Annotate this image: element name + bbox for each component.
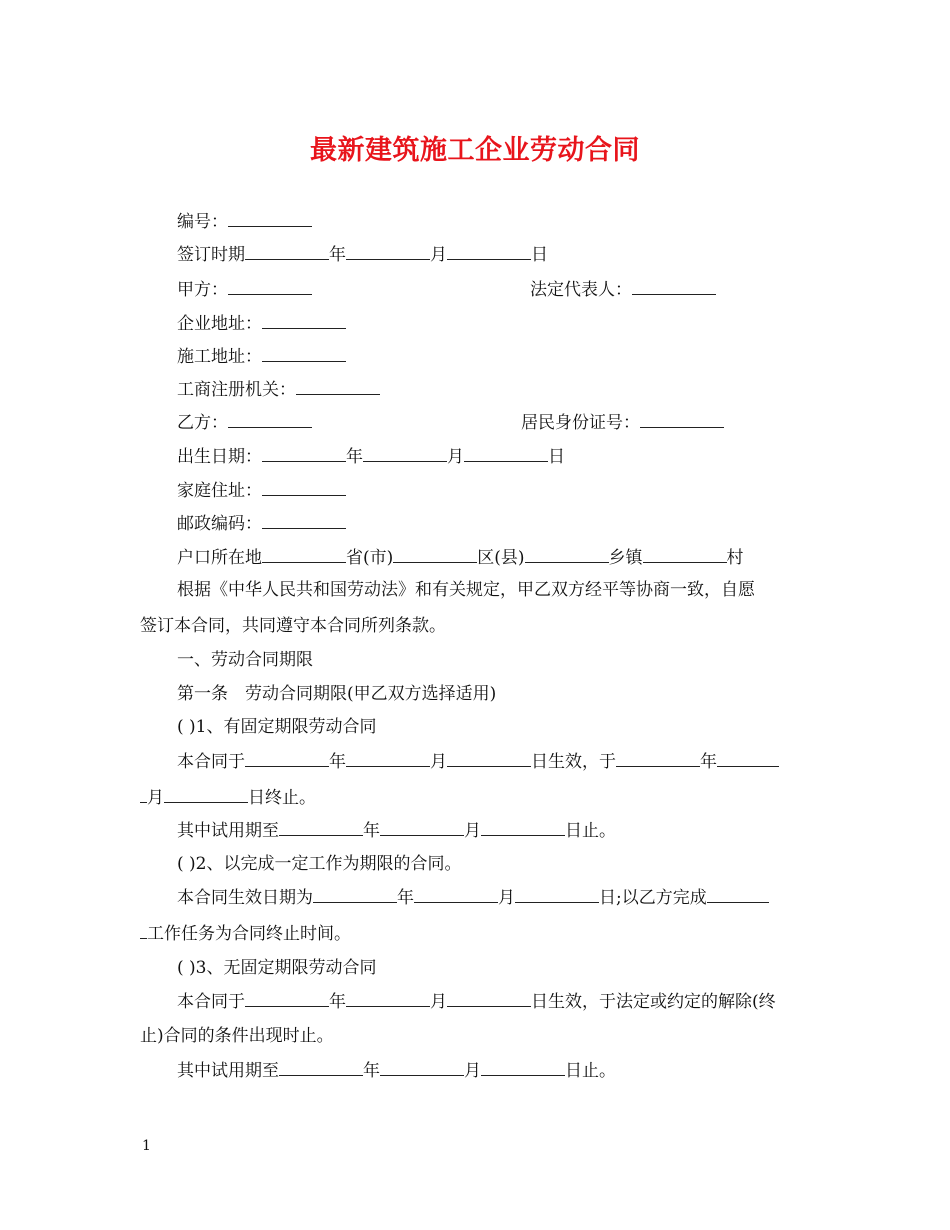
blank-field[interactable] xyxy=(717,750,779,767)
label: 居民身份证号： xyxy=(521,413,640,433)
label: 日终止。 xyxy=(248,788,316,808)
hukou-line xyxy=(177,546,744,569)
blank-field[interactable] xyxy=(262,312,346,329)
blank-field[interactable] xyxy=(481,819,565,836)
label: 工商注册机关： xyxy=(177,380,296,400)
article-heading: 第一条 劳动合同期限(甲乙双方选择适用) xyxy=(177,684,497,704)
blank-field[interactable] xyxy=(481,1059,565,1076)
blank-field[interactable] xyxy=(228,210,312,227)
trial-period-line-2 xyxy=(177,1059,616,1082)
label: 月 xyxy=(430,245,447,265)
blank-field[interactable] xyxy=(616,750,700,767)
label: 本合同于 xyxy=(177,752,245,772)
blank-field[interactable] xyxy=(279,819,363,836)
label: 年 xyxy=(329,752,346,772)
label: 村 xyxy=(726,548,744,568)
party-b-line xyxy=(177,411,312,434)
option-3-dates xyxy=(177,990,776,1013)
blank-field[interactable] xyxy=(515,886,599,903)
option-3-dates-cont: 止)合同的条件出现时止。 xyxy=(140,1026,334,1046)
label: 月 xyxy=(498,888,515,908)
option-1-dates xyxy=(177,750,779,773)
blank-field[interactable] xyxy=(262,345,346,362)
blank-field[interactable] xyxy=(245,243,329,260)
label: 乡镇 xyxy=(608,548,643,568)
label: 月 xyxy=(147,788,164,808)
option-1-dates-cont xyxy=(140,786,316,809)
blank-field[interactable] xyxy=(707,886,769,903)
option-1-heading: ( )1、有固定期限劳动合同 xyxy=(177,717,377,737)
label: 月 xyxy=(464,821,481,841)
id-number-line xyxy=(521,411,724,434)
blank-field[interactable] xyxy=(640,411,724,428)
label: 区(县) xyxy=(477,548,525,568)
trial-period-line xyxy=(177,819,616,842)
label: 其中试用期至 xyxy=(177,1061,279,1081)
blank-field[interactable] xyxy=(228,411,312,428)
blank-field[interactable] xyxy=(380,819,464,836)
registry-line xyxy=(177,378,380,401)
blank-field[interactable] xyxy=(279,1059,363,1076)
blank-field[interactable] xyxy=(262,445,346,462)
label: 月 xyxy=(430,752,447,772)
blank-field[interactable] xyxy=(228,278,312,295)
label: 乙方： xyxy=(177,413,228,433)
label: 施工地址： xyxy=(177,347,262,367)
blank-field[interactable] xyxy=(346,750,430,767)
blank-field[interactable] xyxy=(447,750,531,767)
blank-field[interactable] xyxy=(262,512,346,529)
label: 签订时期 xyxy=(177,245,245,265)
label: 年 xyxy=(346,447,363,467)
label: 其中试用期至 xyxy=(177,821,279,841)
sign-date-line xyxy=(177,243,548,266)
blank-field[interactable] xyxy=(632,278,716,295)
contract-number-line xyxy=(177,210,312,233)
label: 日 xyxy=(531,245,548,265)
label: 企业地址： xyxy=(177,314,262,334)
blank-field[interactable] xyxy=(447,990,531,1007)
label: 邮政编码： xyxy=(177,514,262,534)
blank-field[interactable] xyxy=(313,886,397,903)
blank-field[interactable] xyxy=(346,990,430,1007)
section-heading: 一、劳动合同期限 xyxy=(177,650,313,670)
label: 法定代表人： xyxy=(530,280,632,300)
label: 月 xyxy=(464,1061,481,1081)
home-address-line xyxy=(177,479,346,502)
birth-date-line xyxy=(177,445,565,468)
blank-field[interactable] xyxy=(262,479,346,496)
option-3-heading: ( )3、无固定期限劳动合同 xyxy=(177,958,377,978)
blank-field[interactable] xyxy=(346,243,430,260)
label: 日止。 xyxy=(565,1061,616,1081)
blank-field[interactable] xyxy=(296,378,380,395)
label: 本合同生效日期为 xyxy=(177,888,313,908)
intro-paragraph-line2: 签订本合同，共同遵守本合同所列条款。 xyxy=(140,616,446,636)
blank-field[interactable] xyxy=(164,786,248,803)
blank-field[interactable] xyxy=(393,546,477,563)
blank-field[interactable] xyxy=(140,922,147,939)
label: 日生效，于法定或约定的解除(终 xyxy=(531,992,776,1012)
label: 日生效，于 xyxy=(531,752,616,772)
company-address-line xyxy=(177,312,346,335)
label: 年 xyxy=(700,752,717,772)
document-title: 最新建筑施工企业劳动合同 xyxy=(310,135,640,166)
option-2-dates-cont xyxy=(140,922,351,945)
label: 编号： xyxy=(177,212,228,232)
blank-field[interactable] xyxy=(380,1059,464,1076)
label: 年 xyxy=(397,888,414,908)
label: 年 xyxy=(329,992,346,1012)
label: 本合同于 xyxy=(177,992,245,1012)
blank-field[interactable] xyxy=(447,243,531,260)
label: 日;以乙方完成 xyxy=(599,888,707,908)
label: 日 xyxy=(548,447,565,467)
blank-field[interactable] xyxy=(363,445,447,462)
label: 甲方： xyxy=(177,280,228,300)
site-address-line xyxy=(177,345,346,368)
blank-field[interactable] xyxy=(262,546,346,563)
page-number: 1 xyxy=(142,1138,151,1154)
label: 年 xyxy=(363,821,380,841)
blank-field[interactable] xyxy=(245,990,329,1007)
label: 年 xyxy=(363,1061,380,1081)
blank-field[interactable] xyxy=(464,445,548,462)
label: 年 xyxy=(329,245,346,265)
label: 月 xyxy=(430,992,447,1012)
blank-field[interactable] xyxy=(643,546,727,563)
label: 工作任务为合同终止时间。 xyxy=(147,924,351,944)
blank-field[interactable] xyxy=(525,546,609,563)
legal-rep-line xyxy=(530,278,716,301)
label: 省(市) xyxy=(346,548,394,568)
blank-field[interactable] xyxy=(245,750,329,767)
label: 日止。 xyxy=(565,821,616,841)
option-2-heading: ( )2、以完成一定工作为期限的合同。 xyxy=(177,854,462,874)
party-a-line xyxy=(177,278,312,301)
label: 户口所在地 xyxy=(177,548,262,568)
label: 出生日期： xyxy=(177,447,262,467)
intro-paragraph-line1: 根据《中华人民共和国劳动法》和有关规定，甲乙双方经平等协商一致，自愿 xyxy=(177,580,755,600)
postcode-line xyxy=(177,512,346,535)
blank-field[interactable] xyxy=(414,886,498,903)
blank-field[interactable] xyxy=(140,786,147,803)
option-2-dates xyxy=(177,886,769,909)
label: 家庭住址： xyxy=(177,481,262,501)
label: 月 xyxy=(447,447,464,467)
